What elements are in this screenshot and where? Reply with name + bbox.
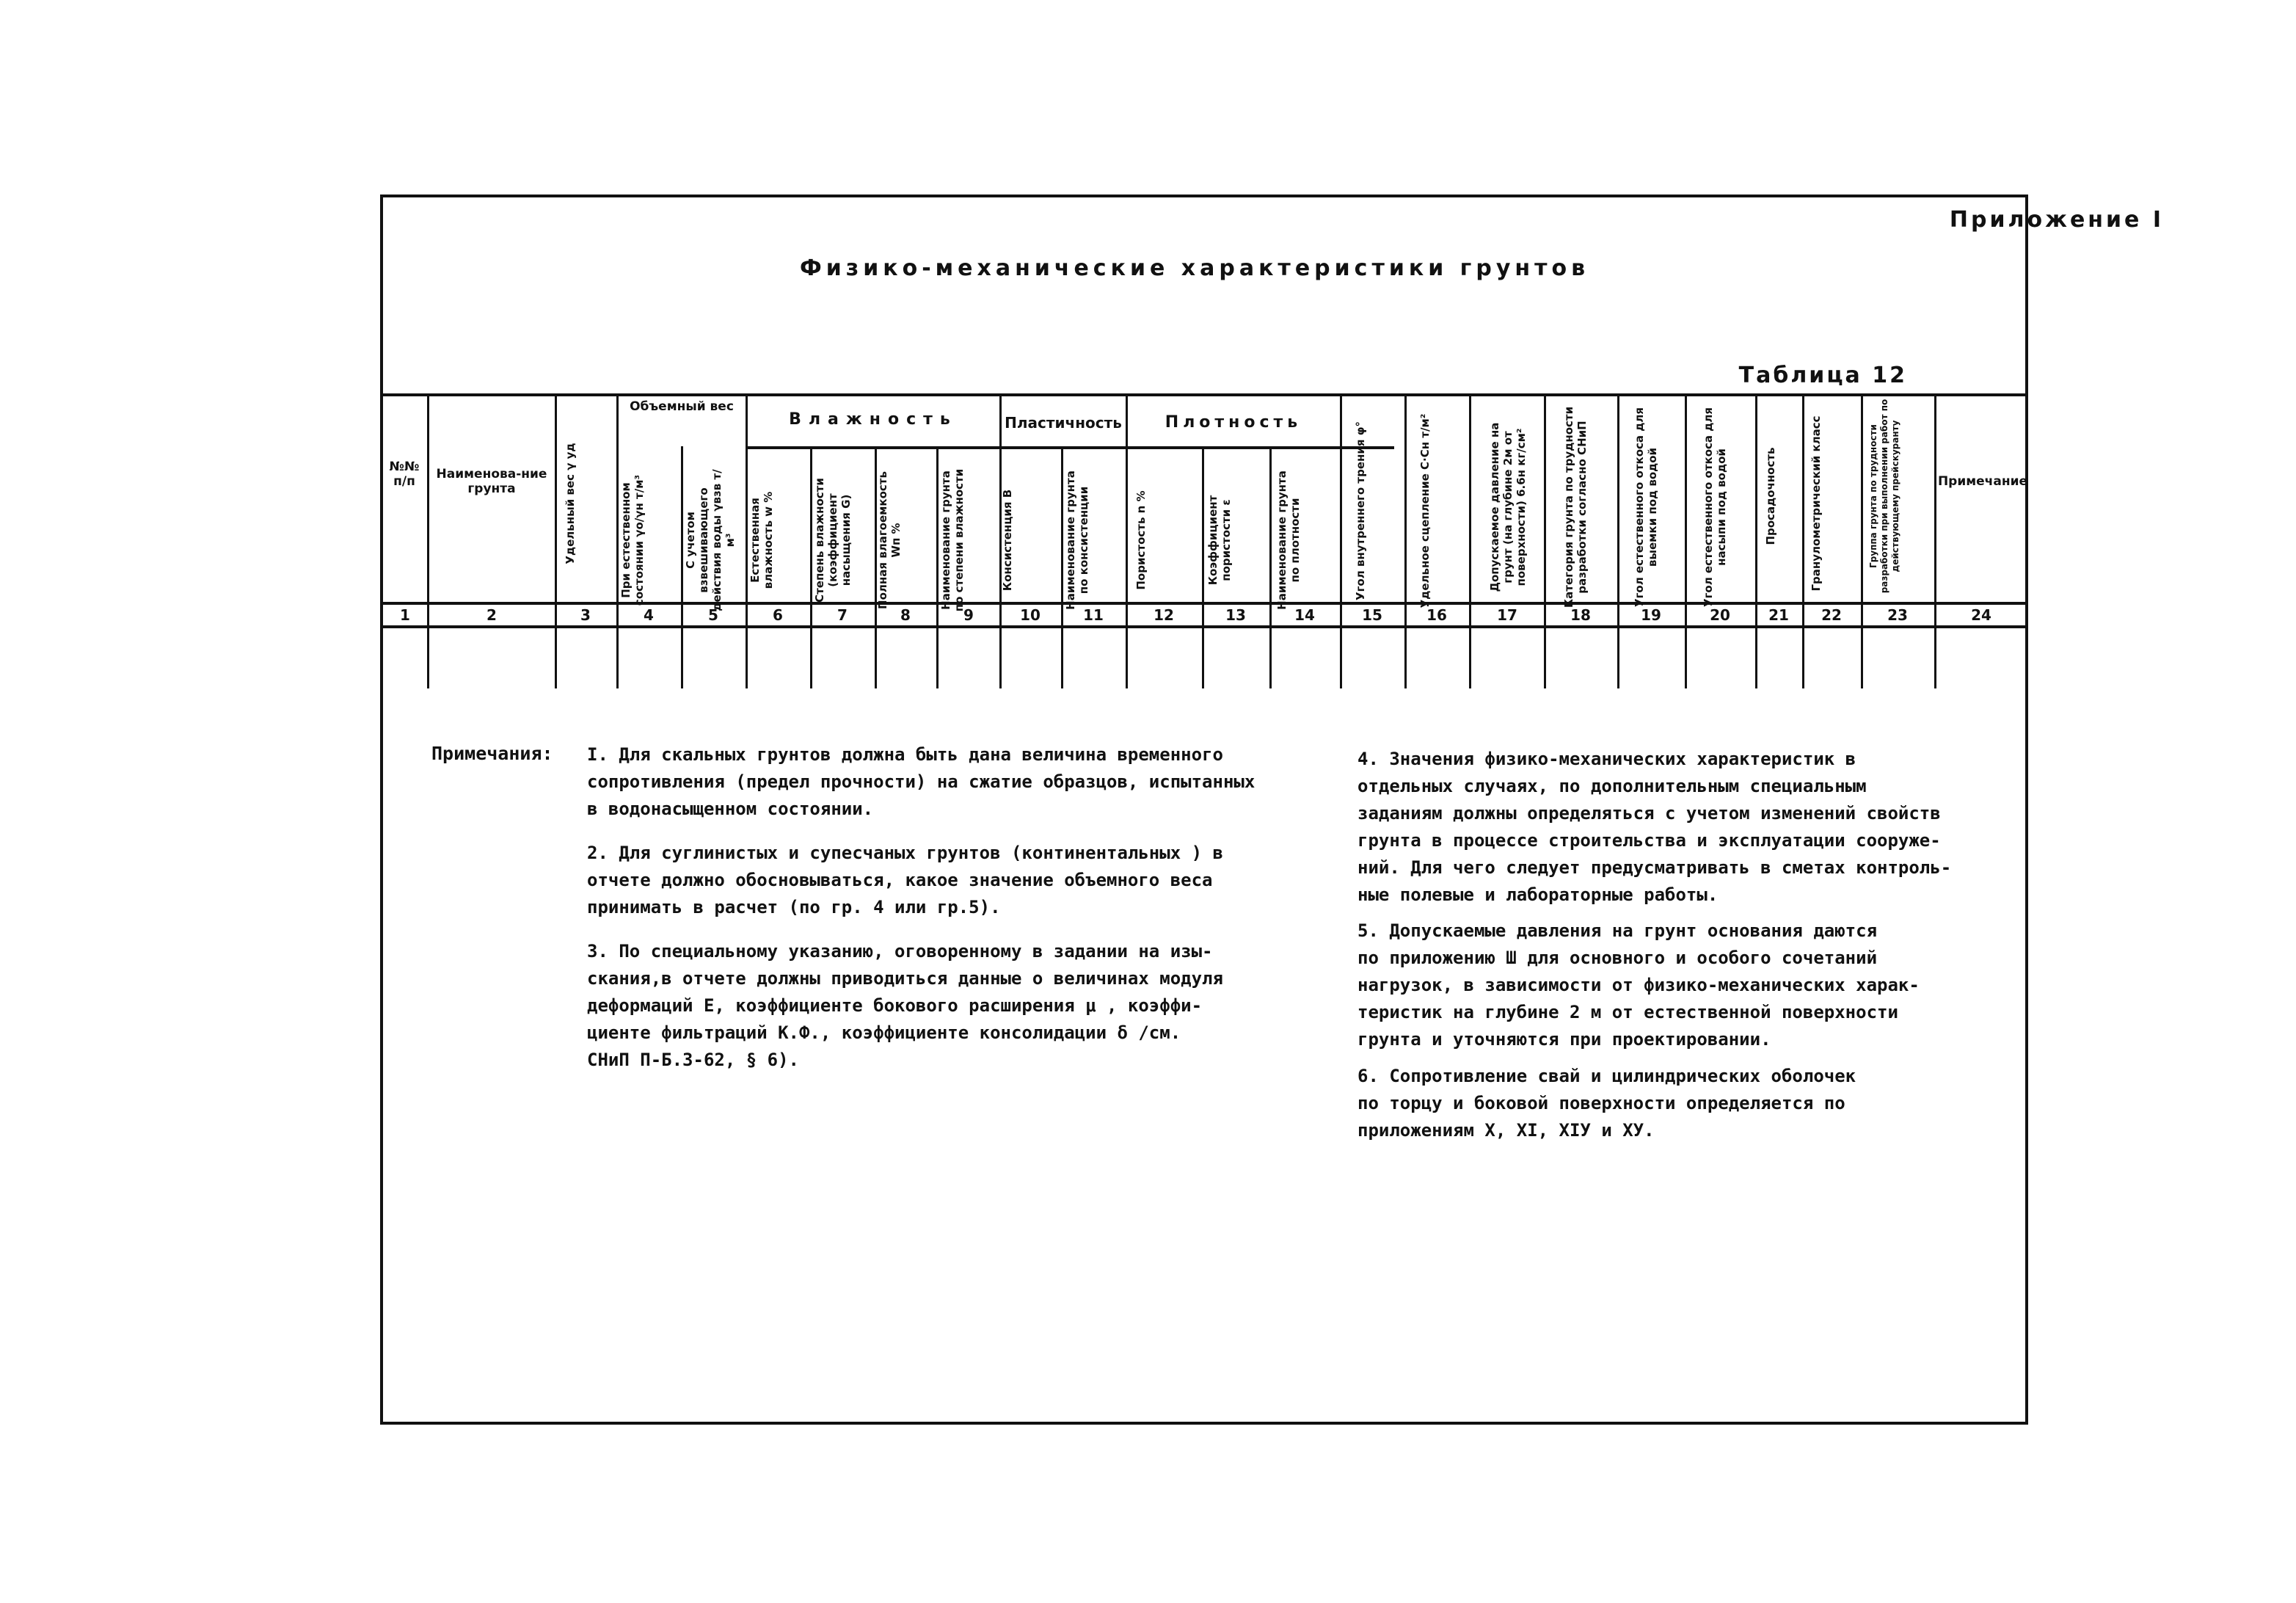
properties-table <box>382 393 2028 694</box>
note-6: 6. Сопротивление свай и цилиндрических оболочек по торцу и боковой поверхности определяется по приложениям Х, ХI, ХIУ и ХУ. <box>1357 1066 1856 1141</box>
header-pressure: Допускаемое давление на грунт (на глубине 2м от поверхности) 6.6н кг/см² <box>1488 422 1528 592</box>
col-divider <box>681 446 683 688</box>
header-saturation: Степень влажности (коэффициент насыщения G) <box>813 478 853 603</box>
col-divider <box>936 446 939 688</box>
header-liquid-limit: Полная влагоемкость Wп % <box>876 471 903 609</box>
col-divider <box>1061 446 1063 688</box>
header-category: Категория грунта по трудности разработки согласно СНиП <box>1562 406 1589 608</box>
group-volume-weight: Объемный вес <box>630 399 734 414</box>
col-number: 24 <box>1971 606 1991 624</box>
header-porosity: Пористость n % <box>1134 490 1148 590</box>
col-number: 3 <box>580 606 591 624</box>
table-label: Таблица 12 <box>1738 363 1907 388</box>
note-2: 2. Для суглинистых и супесчаных грунтов (континентальных ) в отчете должно обосновываться, какое значение объемного веса принимать в расчет (по гр. 4 или гр.5). <box>587 843 1223 917</box>
group-density: Плотность <box>1165 413 1302 432</box>
header-remarks: Примечание <box>1937 474 2028 489</box>
col-number: 5 <box>708 606 718 624</box>
col-number: 2 <box>486 606 497 624</box>
header-specific-weight: Удельный вес γ уд <box>564 443 577 564</box>
header-consistency-name: Наименование грунта по консистенции <box>1064 470 1090 610</box>
col-divider <box>1269 446 1272 688</box>
group-header-divider <box>746 446 1394 449</box>
col-number: 6 <box>773 606 783 624</box>
col-divider <box>1340 393 1342 688</box>
col-number: 13 <box>1225 606 1246 624</box>
col-number: 21 <box>1768 606 1789 624</box>
appendix-label: Приложение I <box>1949 207 2164 233</box>
note-5: 5. Допускаемые давления на грунт основания даются по приложению Ш для основного и особого сочетаний нагрузок, в зависимости от физико-механических харак- теристик на глубине 2 м от естественной поверхности грунта и уточняются при проектировании. <box>1357 920 1920 1050</box>
col-number: 7 <box>837 606 848 624</box>
col-number: 1 <box>400 606 410 624</box>
page-title: Физико-механические характеристики грунтов <box>800 255 1590 281</box>
col-number: 8 <box>900 606 911 624</box>
header-natural-moisture: Естественная влажность w % <box>748 491 775 589</box>
header-friction: Угол внутреннего трения φ° <box>1354 421 1367 600</box>
col-divider <box>1202 446 1204 688</box>
note-1: I. Для скальных грунтов должна быть дана величина временного сопротивления (предел прочности) на сжатие образцов, испытанных в водонасыщенном состоянии. <box>587 744 1255 819</box>
header-suspended: С учетом взвешивающего действия воды γвзв т/м³ <box>684 469 737 611</box>
header-cohesion: Удельное сцепление С·Сн т/м² <box>1418 413 1432 608</box>
header-no: №№ п/п <box>389 459 420 489</box>
group-plasticity: Пластичность <box>1005 414 1122 432</box>
header-consistency: Консистенция В <box>1001 489 1014 592</box>
col-number: 15 <box>1362 606 1382 624</box>
col-number: 14 <box>1294 606 1315 624</box>
col-number: 19 <box>1641 606 1661 624</box>
header-name: Наименова-ние грунта <box>436 467 547 496</box>
col-number: 9 <box>963 606 974 624</box>
header-slope-cut: Угол естественного откоса для выемки под водой <box>1633 407 1659 607</box>
col-divider <box>1861 393 1863 688</box>
group-moisture: Влажность <box>789 410 958 429</box>
col-divider <box>1934 393 1936 688</box>
col-number: 16 <box>1426 606 1447 624</box>
col-number: 12 <box>1154 606 1174 624</box>
col-number: 17 <box>1497 606 1517 624</box>
col-divider <box>1126 393 1128 688</box>
col-divider <box>1802 393 1804 688</box>
col-number: 20 <box>1710 606 1730 624</box>
header-granulometry: Гранулометрический класс <box>1810 415 1823 592</box>
numbers-row-border <box>382 625 2028 628</box>
col-number: 23 <box>1887 606 1908 624</box>
header-moisture-name: Наименование грунта по степени влажности <box>939 468 966 612</box>
header-slope-fill: Угол естественного откоса для насыпи под водой <box>1702 407 1728 607</box>
header-density-name: Наименование грунта по плотности <box>1275 470 1302 610</box>
header-void-ratio: Коэффициент пористости ε <box>1206 495 1233 586</box>
col-number: 4 <box>644 606 654 624</box>
note-3: 3. По специальному указанию, оговоренному в задании на изы- скания,в отчете должны приводиться данные о величинах модуля деформаций Е, коэффициенте бокового расширения μ , коэффи- циенте фильтраций К.Ф., коэффициенте консолидации δ /см. СНиП П-Б.3-62, § 6). <box>587 941 1223 1070</box>
header-natural-state: При естественном состоянии γo/γн т/м³ <box>619 474 646 606</box>
col-divider <box>555 393 557 688</box>
col-divider <box>810 446 812 688</box>
header-group: Группа грунта по трудности разработки при выполнении работ по действующему прейскуранту <box>1868 399 1900 594</box>
col-number: 18 <box>1570 606 1591 624</box>
col-divider <box>427 393 429 688</box>
col-number: 11 <box>1083 606 1104 624</box>
col-number: 10 <box>1020 606 1041 624</box>
note-4: 4. Значения физико-механических характеристик в отдельных случаях, по дополнительным специальным заданиям должны определяться с учетом изменений свойств грунта в процессе строительства и эксплуатации сооруже- ний. Для чего следует предусматривать в сметах контроль- ные полевые и лабораторные работы. <box>1357 749 1952 905</box>
col-divider <box>616 393 619 688</box>
col-divider <box>746 393 748 688</box>
notes-label: Примечания: <box>431 743 553 764</box>
col-number: 22 <box>1821 606 1842 624</box>
header-subsidence: Просадочность <box>1764 447 1777 545</box>
